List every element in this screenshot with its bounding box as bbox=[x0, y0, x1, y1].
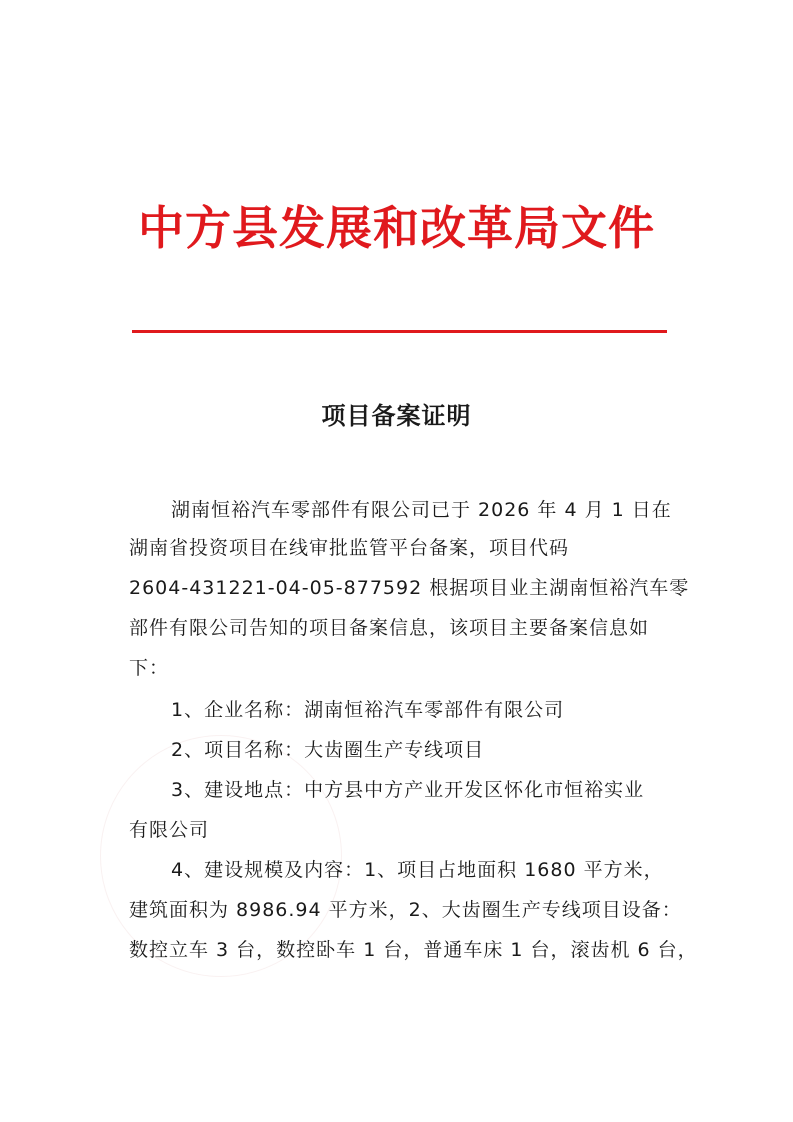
item-project-name: 2、项目名称：大齿圈生产专线项目 bbox=[171, 739, 485, 761]
item-scale-content-cont: 建筑面积为 8986.94 平方米，2、大齿圈生产专线项目设备： bbox=[129, 899, 682, 921]
document-title: 项目备案证明 bbox=[321, 402, 472, 430]
paragraph-line: 湖南省投资项目在线审批监管平台备案，项目代码 bbox=[129, 537, 570, 559]
paragraph-line: 部件有限公司告知的项目备案信息，该项目主要备案信息如 bbox=[129, 617, 650, 639]
item-location: 3、建设地点：中方县中方产业开发区怀化市恒裕实业 bbox=[171, 779, 645, 801]
item-scale-content: 4、建设规模及内容：1、项目占地面积 1680 平方米， bbox=[171, 859, 664, 881]
issuer-header-title: 中方县发展和改革局文件 bbox=[138, 201, 655, 255]
item-scale-content-cont: 数控立车 3 台，数控卧车 1 台，普通车床 1 台，滚齿机 6 台， bbox=[129, 939, 698, 961]
paragraph-line: 下： bbox=[129, 657, 170, 679]
header-red-rule bbox=[132, 330, 667, 333]
item-location-cont: 有限公司 bbox=[129, 819, 210, 841]
paragraph-line: 2604-431221-04-05-877592 根据项目业主湖南恒裕汽车零 bbox=[129, 577, 690, 599]
item-company-name: 1、企业名称：湖南恒裕汽车零部件有限公司 bbox=[171, 699, 565, 721]
paragraph-line: 湖南恒裕汽车零部件有限公司已于 2026 年 4 月 1 日在 bbox=[171, 499, 672, 521]
